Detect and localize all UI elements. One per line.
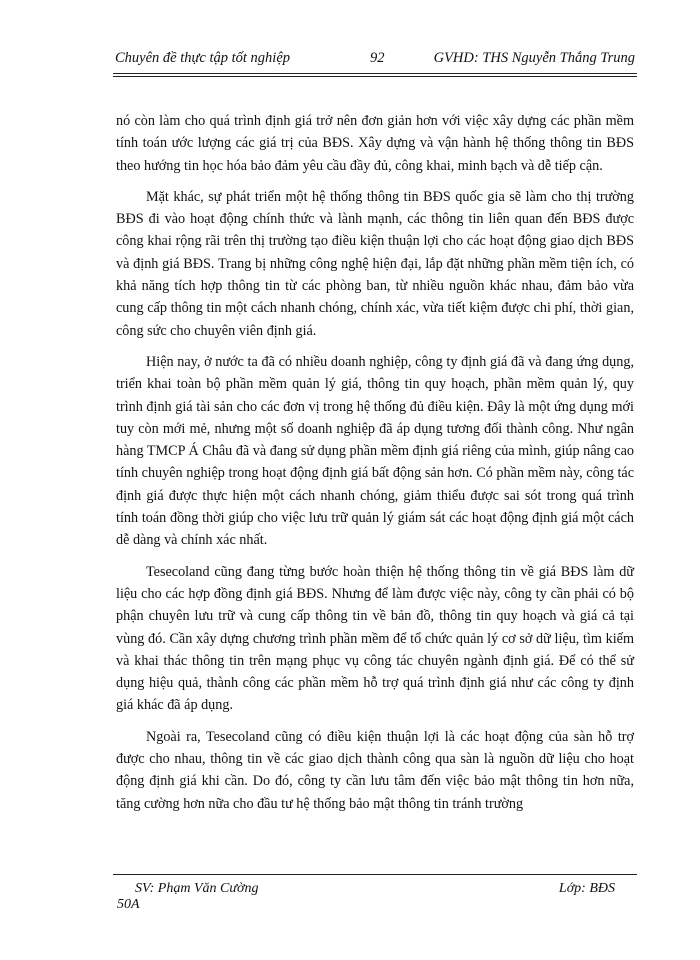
page-header [115,50,635,72]
paragraph: Hiện nay, ở nước ta đã có nhiều doanh nghiệp, công ty định giá đã và đang ứng dụng, triển khai toàn bộ phần mềm quản lý giá, thông tin quy hoạch, phần mềm quản lý, quy trình định giá tài sản cho các đơn vị trong hệ thống đủ điều kiện. Đây là một ứng dụng mới tuy còn mới mẻ, nhưng một số doanh nghiệp đã áp dụng tương đối thành công. Như ngân hàng TMCP Á Châu đã và đang sử dụng phần mềm định giá riêng của mình, giúp nâng cao tính chuyên nghiệp trong hoạt động định giá bất động sản hơn. Có phần mềm này, công tác định giá được thực hiện một cách nhanh chóng, giảm thiểu được sai sót trong quá trình tính toán đồng thời giúp cho việc lưu trữ quản lý giám sát các hoạt động định giá một cách dễ dàng và chính xác nhất. [116,353,634,549]
footer-divider [113,874,637,875]
body-text [116,110,634,824]
footer-class: Lớp: BĐS [558,881,615,896]
page-number: 92 [370,50,385,66]
paragraph: nó còn làm cho quá trình định giá trở nên đơn giản hơn với việc xây dựng các phần mềm tính toán ước lượng các giá trị của BĐS. Xây dựng và vận hành hệ thống thông tin BĐS theo hướng tin học hóa bảo đảm yêu cầu đầy đủ, công khai, minh bạch và dễ tiếp cận. [116,113,634,174]
paragraph: Ngoài ra, Tesecoland cũng có điều kiện thuận lợi là các hoạt động của sàn hỗ trợ được cho nhau, thông tin về các giao dịch thành công qua sàn là nguồn dữ liệu cho hoạt động định giá khi cần. Do đó, công ty cần lưu tâm đến việc bảo mật thông tin hơn nữa, tăng cường hơn nữa cho đầu tư hệ thống bảo mật thông tin tránh trường [116,728,634,812]
paragraph: Tesecoland cũng đang từng bước hoàn thiện hệ thống thông tin về giá BĐS làm dữ liệu cho các hợp đồng định giá BĐS. Nhưng để làm được việc này, công ty cần phải có bộ phận chuyên lưu trữ và cung cấp thông tin về bản đồ, thông tin quy hoạch và giá cả tại vùng đó. Cần xây dựng chương trình phần mềm để tổ chức quản lý cơ sở dữ liệu, tìm kiếm và khai thác thông tin trên mạng phục vụ công tác chuyên ngành định giá. Để có thể sử dụng hiệu quả, thành công các phần mềm hỗ trợ quá trình định giá như các công ty định giá khác đã áp dụng. [116,563,634,714]
paragraph: Mặt khác, sự phát triển một hệ thống thông tin BĐS quốc gia sẽ làm cho thị trường BĐS đi vào hoạt động chính thức và lành mạnh, các thông tin liên quan đến BĐS được công khai rộng rãi trên thị trường tạo điều kiện thuận lợi cho các hoạt động giao dịch BĐS và định giá BĐS. Trang bị những công nghệ hiện đại, lắp đặt những phần mềm tiện ích, có khả năng tích hợp thông tin từ các phòng ban, từ nhiều nguồn khác nhau, đảm bảo vừa cung cấp thông tin một cách nhanh chóng, chính xác, vừa tiết kiệm được chi phí, thời gian, công sức cho chuyên viên định giá. [116,188,634,339]
header-report-title: Chuyên đề thực tập tốt nghiệp [115,50,291,66]
footer-student: SV: Phạm Văn Cường [135,881,259,896]
footer-class-suffix: 50A [117,897,140,912]
header-supervisor: GVHD: THS Nguyễn Thắng Trung [433,50,635,66]
header-divider [113,73,637,77]
